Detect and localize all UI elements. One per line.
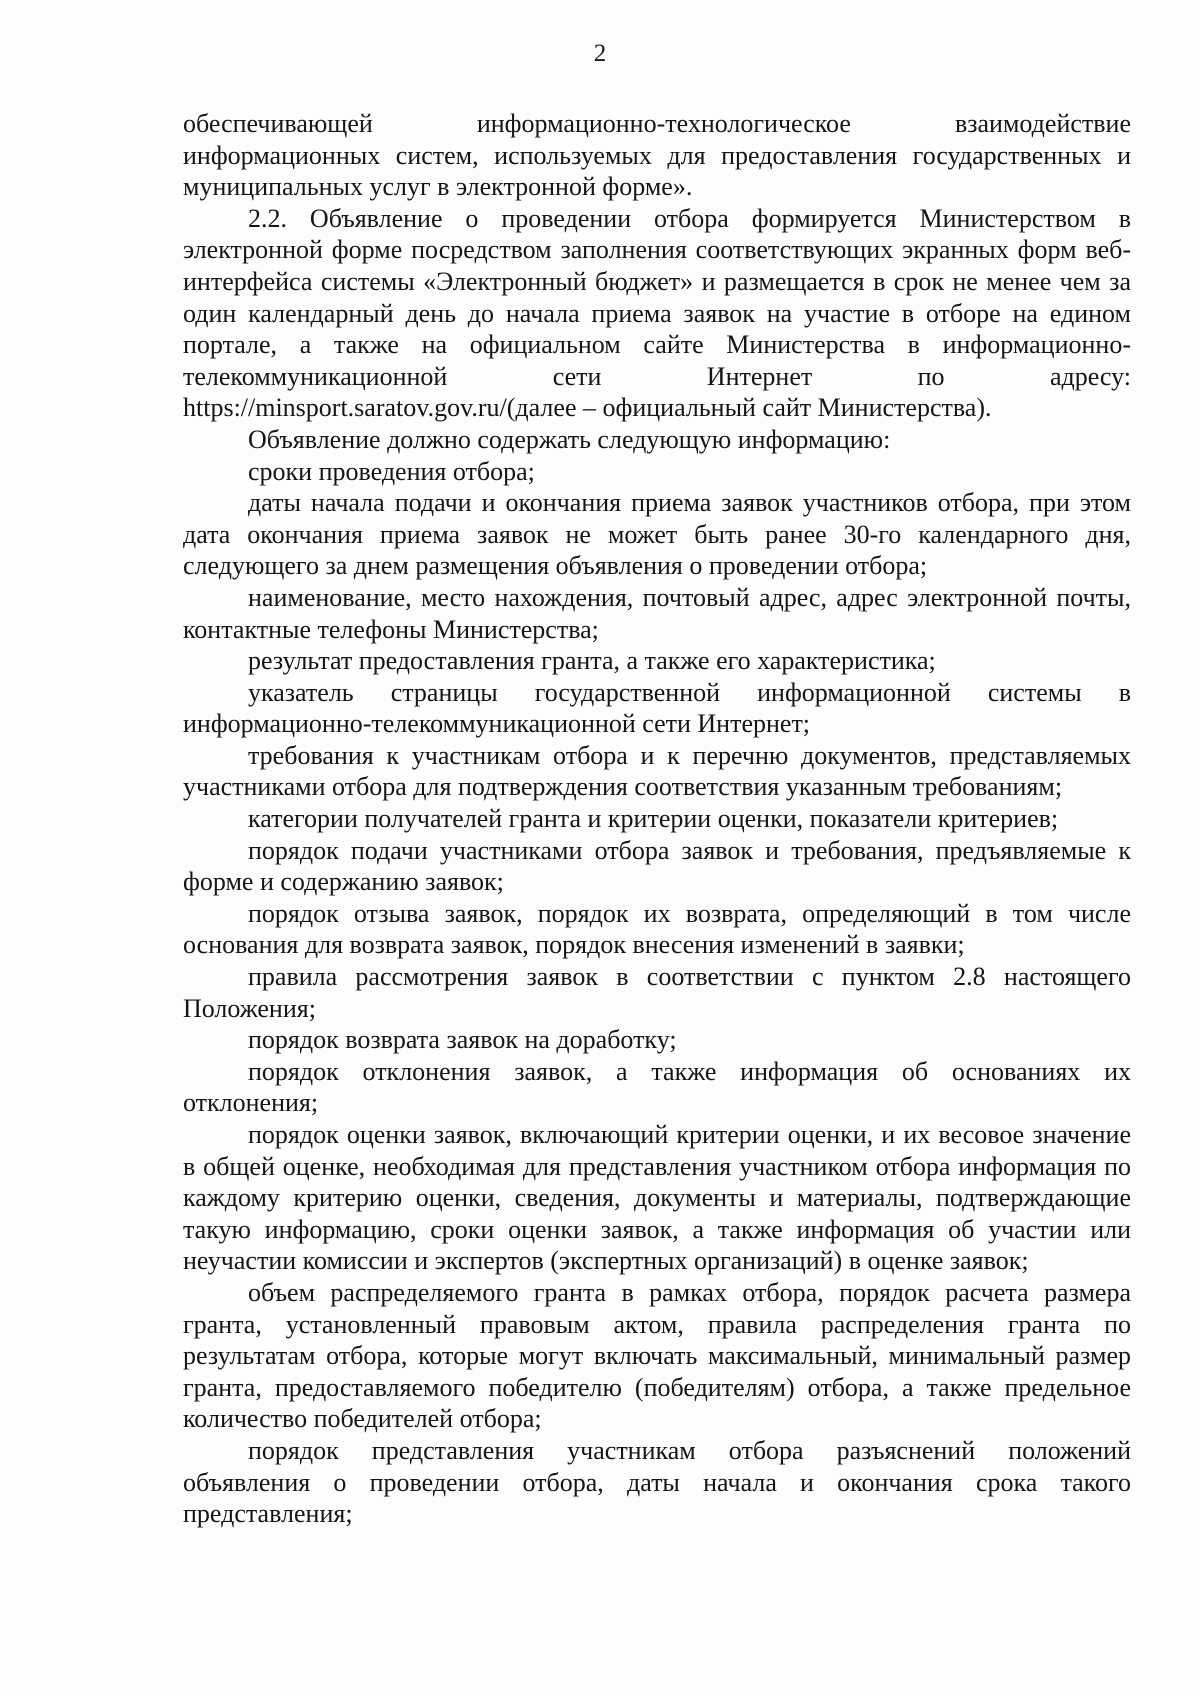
list-item: наименование, место нахождения, почтовый адрес, адрес электронной почты, контактные телефоны Министерства; [183, 582, 1131, 644]
list-item: сроки проведения отбора; [248, 456, 535, 486]
page-number: 2 [593, 40, 607, 67]
list-item: указатель страницы государственной информационной системы в информационно-телекоммуникационной сети Интернет; [183, 677, 1131, 739]
list-item: порядок представления участникам отбора разъяснений положений объявления о проведении отбора, даты начала и окончания срока такого представления; [183, 1435, 1131, 1529]
list-item: результат предоставления гранта, а также его характеристика; [248, 646, 936, 676]
list-item: порядок отклонения заявок, а также информация об основаниях их отклонения; [183, 1056, 1131, 1118]
list-item: требования к участникам отбора и к перечню документов, представляемых участниками отбора для подтверждения соответствия указанным требованиям; [183, 740, 1131, 802]
paragraph-announcement-intro: Объявление должно содержать следующую информацию: [248, 424, 891, 454]
list-item: объем распределяемого гранта в рамках отбора, порядок расчета размера гранта, установленный правовым актом, правила распределения гранта по результатам отбора, которые могут включать максимальный, минимальный размер гранта, предоставляемого победителю (победителям) отбора, а также предельное количество победителей отбора; [183, 1277, 1131, 1434]
document-body [183, 108, 1131, 1530]
paragraph-continuation: обеспечивающей информационно-технологическое взаимодействие информационных систем, используемых для предоставления государственных и муниципальных услуг в электронной форме». [183, 109, 1131, 202]
paragraph-clause-2-2: 2.2. Объявление о проведении отбора формируется Министерством в электронной форме посредством заполнения соответствующих экранных форм веб-интерфейса системы «Электронный бюджет» и размещается в срок не менее чем за один календарный день до начала приема заявок на участие в отборе на едином портале, а также на официальном сайте Министерства в информационно-телекоммуникационной сети Интернет по адресу: https://minsport.saratov.gov.ru/(далее – официальный сайт Министерства). [183, 203, 1131, 423]
list-item: порядок возврата заявок на доработку; [248, 1025, 677, 1055]
list-item: категории получателей гранта и критерии оценки, показатели критериев; [248, 804, 1059, 834]
list-item: порядок подачи участниками отбора заявок и требования, предъявляемые к форме и содержанию заявок; [183, 835, 1131, 897]
list-item: порядок оценки заявок, включающий критерии оценки, и их весовое значение в общей оценке, необходимая для представления участником отбора информация по каждому критерию оценки, сведения, документы и материалы, подтверждающие такую информацию, сроки оценки заявок, а также информация об участии или неучастии комиссии и экспертов (экспертных организаций) в оценке заявок; [183, 1120, 1131, 1276]
list-item: даты начала подачи и окончания приема заявок участников отбора, при этом дата окончания приема заявок не может быть ранее 30-го календарного дня, следующего за днем размещения объявления о проведении отбора; [183, 488, 1131, 581]
list-item: правила рассмотрения заявок в соответствии с пунктом 2.8 настоящего Положения; [183, 962, 1131, 1023]
list-item: порядок отзыва заявок, порядок их возврата, определяющий в том числе основания для возврата заявок, порядок внесения изменений в заявки; [183, 898, 1131, 960]
